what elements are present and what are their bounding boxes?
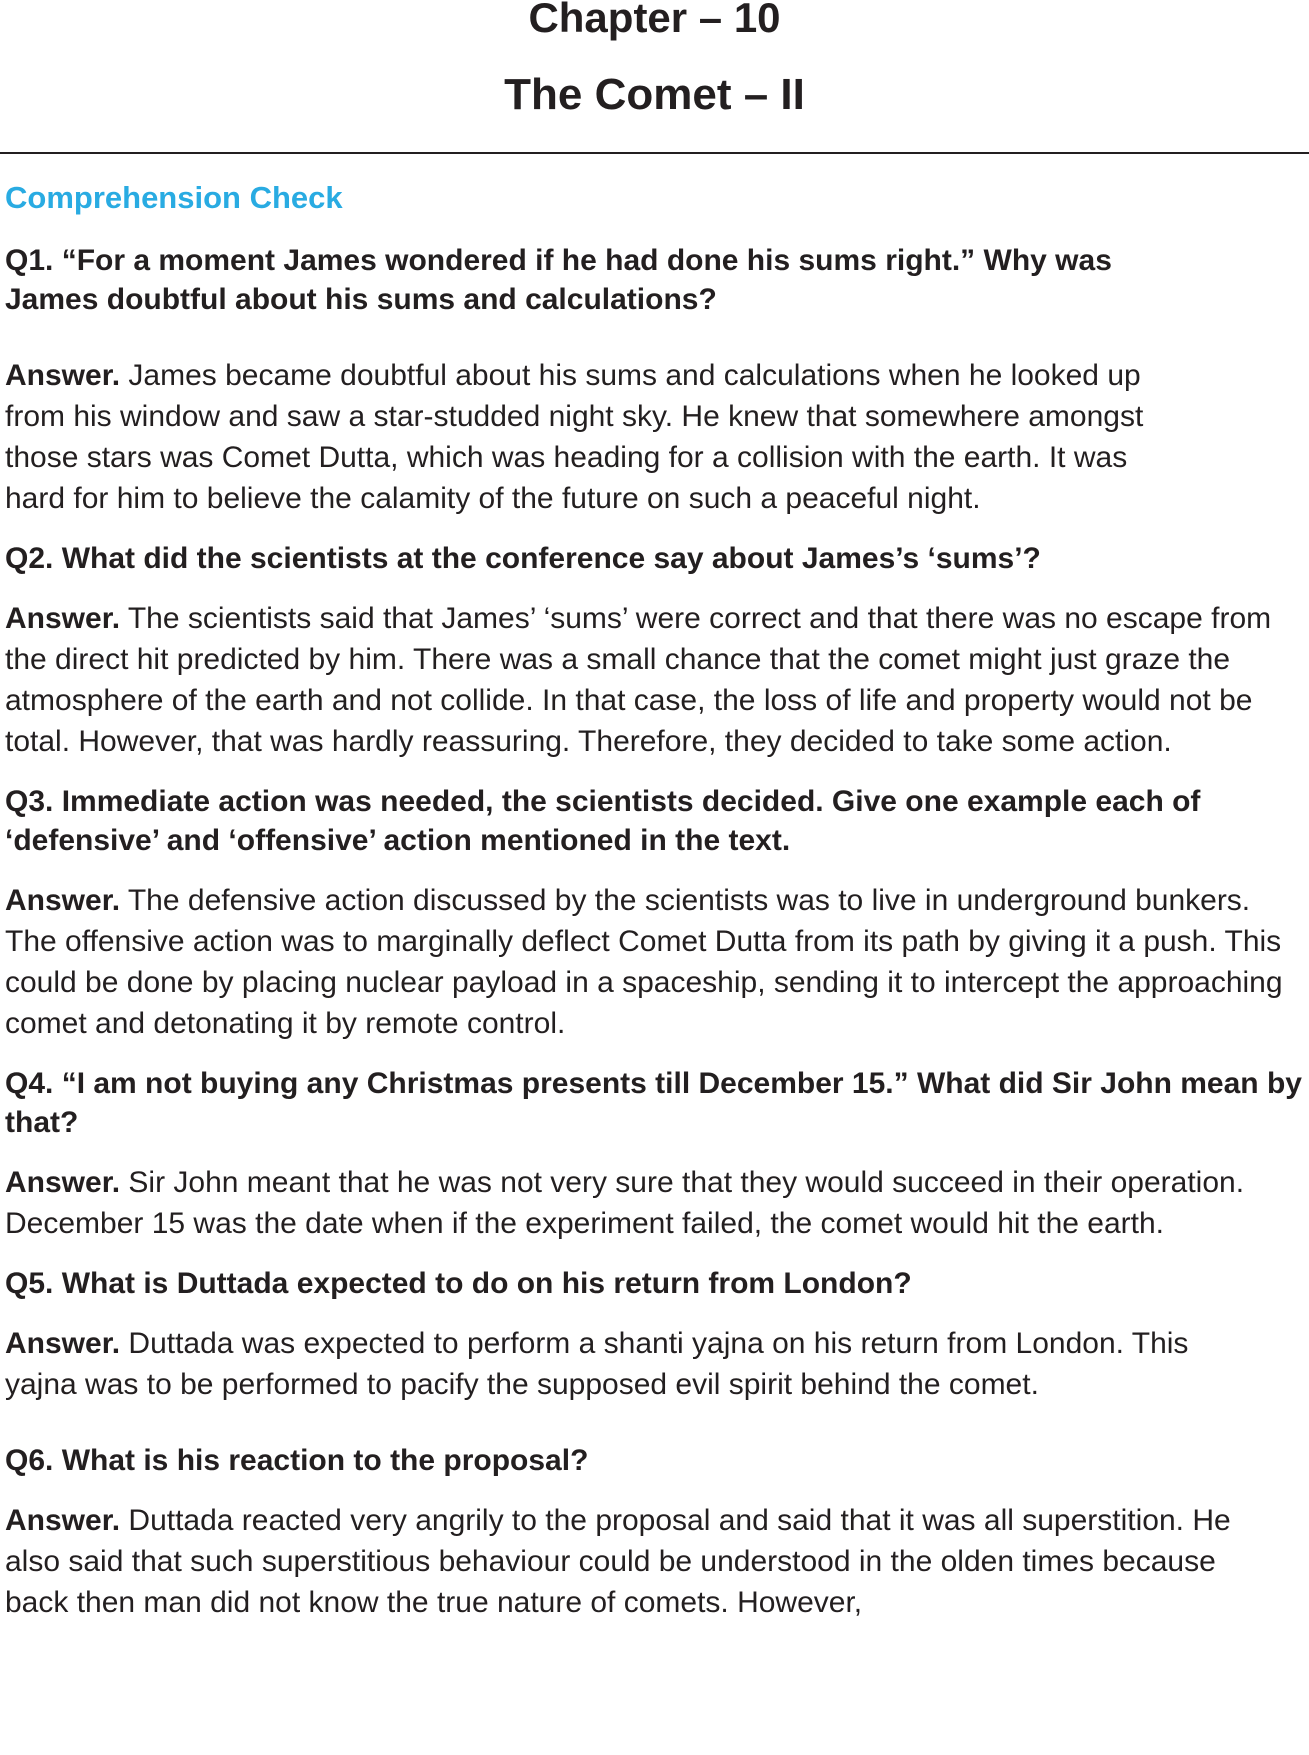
- answer-text: Sir John meant that he was not very sure that they would succeed in their operation. December 15 was the date when if the experiment failed, the comet would hit the earth.: [5, 1166, 1245, 1240]
- chapter-title: The Comet – II: [504, 70, 805, 119]
- answer: [5, 1323, 1265, 1405]
- answer-label: Answer.: [5, 1327, 121, 1360]
- answer: [5, 880, 1290, 1044]
- qa-item: [5, 241, 1305, 519]
- answer: [5, 1500, 1285, 1623]
- answer-label: Answer.: [5, 602, 121, 635]
- question: Q2. What did the scientists at the conference say about James’s ‘sums’?: [5, 542, 1041, 575]
- header-divider: [0, 152, 1309, 154]
- answer: [5, 598, 1295, 762]
- answer-label: Answer.: [5, 1504, 121, 1537]
- qa-item: [5, 1264, 1305, 1405]
- question: Q6. What is his reaction to the proposal?: [5, 1444, 589, 1477]
- chapter-number: Chapter – 10: [528, 0, 781, 41]
- answer-text: The defensive action discussed by the scientists was to live in underground bunkers. The offensive action was to marginally deflect Comet Dutta from its path by giving it a push. This could be done by placing nuclear payload in a spaceship, sending it to intercept the approaching comet and detonating it by remote control.: [5, 884, 1283, 1040]
- answer-text: Duttada was expected to perform a shanti yajna on his return from London. This yajna was to be performed to pacify the supposed evil spirit behind the comet.: [5, 1327, 1189, 1401]
- answer: [5, 1162, 1305, 1244]
- qa-item: [5, 782, 1305, 1044]
- question: Q1. “For a moment James wondered if he had done his sums right.” Why was James doubtful about his sums and calculations?: [5, 244, 1112, 316]
- answer-text: The scientists said that James’ ‘sums’ were correct and that there was no escape from the direct hit predicted by him. There was a small chance that the comet might just graze the atmosphere of the earth and not collide. In that case, the loss of life and property would not be total. However, that was hardly reassuring. Therefore, they decided to take some action.: [5, 602, 1272, 758]
- answer-text: Duttada reacted very angrily to the proposal and said that it was all superstition. He also said that such superstitious behaviour could be understood in the olden times because back then man did not know the true nature of comets. However,: [5, 1504, 1231, 1619]
- answer: [5, 355, 1155, 519]
- qa-item: [5, 1064, 1305, 1244]
- question: Q3. Immediate action was needed, the scientists decided. Give one example each of ‘defensive’ and ‘offensive’ action mentioned in the text.: [5, 785, 1201, 857]
- qa-item: [5, 1441, 1305, 1623]
- question: Q5. What is Duttada expected to do on his return from London?: [5, 1267, 912, 1300]
- answer-text: James became doubtful about his sums and calculations when he looked up from his window and saw a star-studded night sky. He knew that somewhere amongst those stars was Comet Dutta, which was heading for a collision with the earth. It was hard for him to believe the calamity of the future on such a peaceful night.: [5, 359, 1144, 515]
- answer-label: Answer.: [5, 359, 121, 392]
- answer-label: Answer.: [5, 1166, 121, 1199]
- qa-list: [5, 241, 1305, 1623]
- qa-item: [5, 539, 1305, 762]
- question: Q4. “I am not buying any Christmas presents till December 15.” What did Sir John mean by that?: [5, 1067, 1302, 1139]
- answer-label: Answer.: [5, 884, 121, 917]
- section-heading: Comprehension Check: [5, 180, 343, 215]
